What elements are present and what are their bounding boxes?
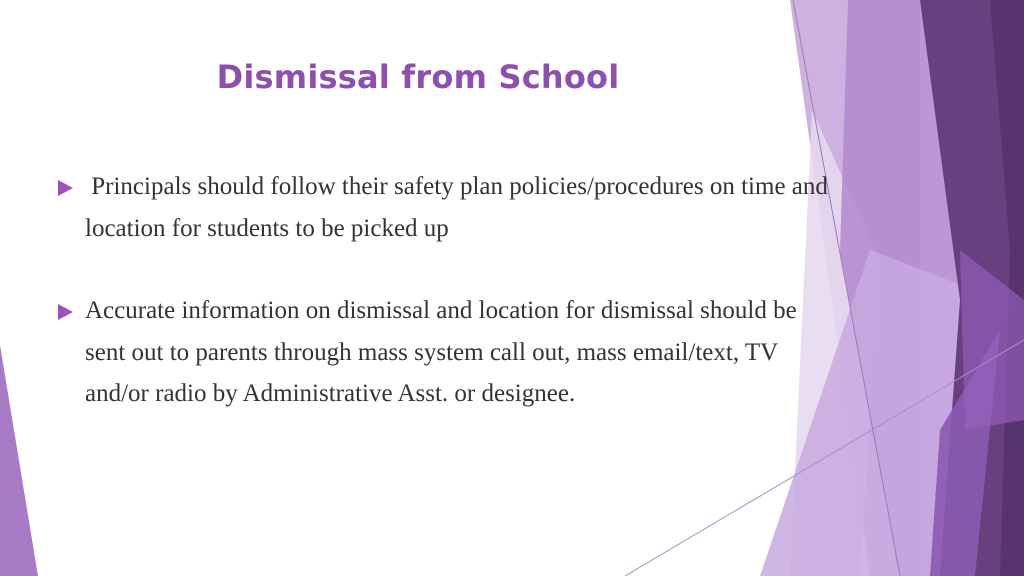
- slide-title: Dismissal from School: [216, 58, 620, 96]
- left-accent-shape: [0, 345, 38, 576]
- bullet-text-2: Accurate information on dismissal and location for dismissal should be sent out to parents through mass system call out, mass email/text, TV and/or radio by Administrative Asst. or designee.: [85, 297, 797, 407]
- bullet-item-2: [58, 290, 828, 415]
- bullet-list: [58, 166, 835, 415]
- right-triangle-icon: [58, 304, 73, 320]
- bullet-text-1: Principals should follow their safety plan policies/procedures on time and location for students to be picked up: [85, 173, 835, 242]
- right-triangle-icon: [58, 180, 73, 196]
- bullet-item-1: [58, 166, 835, 249]
